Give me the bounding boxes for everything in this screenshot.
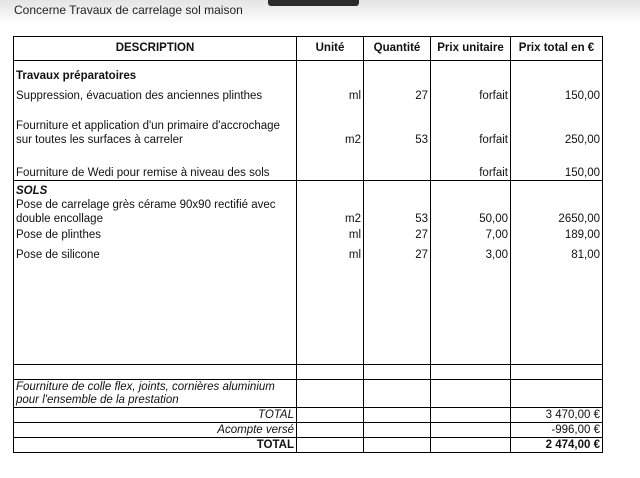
deposit-label: Acompte versé: [14, 423, 297, 438]
col-header-quantity: Quantité: [364, 37, 431, 61]
row-unit-price: forfait: [431, 133, 511, 147]
row-unit-price: forfait: [431, 167, 511, 181]
section-title-sols: SOLS: [14, 181, 297, 198]
total-row: [14, 408, 603, 423]
quote-table: [13, 36, 603, 453]
table-row-continued: [14, 212, 603, 226]
col-header-unit: Unité: [297, 37, 364, 61]
col-header-unit-price: Prix unitaire: [431, 37, 511, 61]
row-quantity: 27: [364, 226, 431, 242]
section-title-preparatory: Travaux préparatoires: [14, 67, 297, 87]
row-unit: ml: [297, 242, 364, 262]
row-quantity: 27: [364, 242, 431, 262]
window-tab[interactable]: [268, 0, 359, 6]
row-description: Fourniture et application d'un primaire d'accrochage: [14, 119, 297, 133]
total-label: TOTAL: [14, 408, 297, 423]
row-quantity: 27: [364, 87, 431, 103]
grand-total-row: [14, 438, 603, 453]
table-row: [14, 226, 603, 242]
col-header-total-price: Prix total en €: [511, 37, 603, 61]
row-total: 150,00: [511, 87, 603, 103]
row-description-line2: sur toutes les surfaces à carreler: [14, 133, 297, 147]
row-description: Pose de silicone: [14, 242, 297, 262]
row-unit-price: 3,00: [431, 242, 511, 262]
col-header-description: DESCRIPTION: [14, 37, 297, 61]
row-total: 150,00: [511, 167, 603, 181]
row-description-line2: double encollage: [14, 212, 297, 226]
row-description: Pose de plinthes: [14, 226, 297, 242]
row-total: 81,00: [511, 242, 603, 262]
table-row: [14, 87, 603, 103]
note-row: [14, 380, 603, 394]
empty-row: [14, 365, 603, 380]
section-title-row: [14, 181, 603, 198]
row-description: Pose de carrelage grès cérame 90x90 rectifié avec: [14, 198, 297, 212]
row-unit: [297, 167, 364, 181]
row-total: 250,00: [511, 133, 603, 147]
deposit-value: -996,00 €: [511, 423, 603, 438]
document-title: Concerne Travaux de carrelage sol maison: [14, 3, 243, 17]
row-unit-price: forfait: [431, 87, 511, 103]
header-row: [14, 37, 603, 61]
note-row: [14, 394, 603, 408]
row-total: 189,00: [511, 226, 603, 242]
note-line-1: Fourniture de colle flex, joints, cornières aluminium: [14, 380, 297, 394]
grand-total-value: 2 474,00 €: [511, 438, 603, 453]
row-total: 2650,00: [511, 212, 603, 226]
total-value: 3 470,00 €: [511, 408, 603, 423]
deposit-row: [14, 423, 603, 438]
table-row: [14, 167, 603, 181]
table-row: [14, 242, 603, 262]
row-unit: m2: [297, 133, 364, 147]
row-description: Fourniture de Wedi pour remise à niveau des sols: [14, 167, 297, 181]
row-description: Suppression, évacuation des anciennes plinthes: [14, 87, 297, 103]
row-unit: m2: [297, 212, 364, 226]
table-row: [14, 198, 603, 212]
row-quantity: 53: [364, 133, 431, 147]
note-line-2: pour l'ensemble de la prestation: [14, 394, 297, 408]
table-row: [14, 119, 603, 133]
table-row-continued: [14, 133, 603, 147]
row-quantity: 53: [364, 212, 431, 226]
row-quantity: [364, 167, 431, 181]
row-unit-price: 50,00: [431, 212, 511, 226]
row-unit-price: 7,00: [431, 226, 511, 242]
section-title-row: [14, 67, 603, 87]
row-unit: ml: [297, 87, 364, 103]
blank-area: [14, 262, 603, 365]
row-unit: ml: [297, 226, 364, 242]
grand-total-label: TOTAL: [14, 438, 297, 453]
